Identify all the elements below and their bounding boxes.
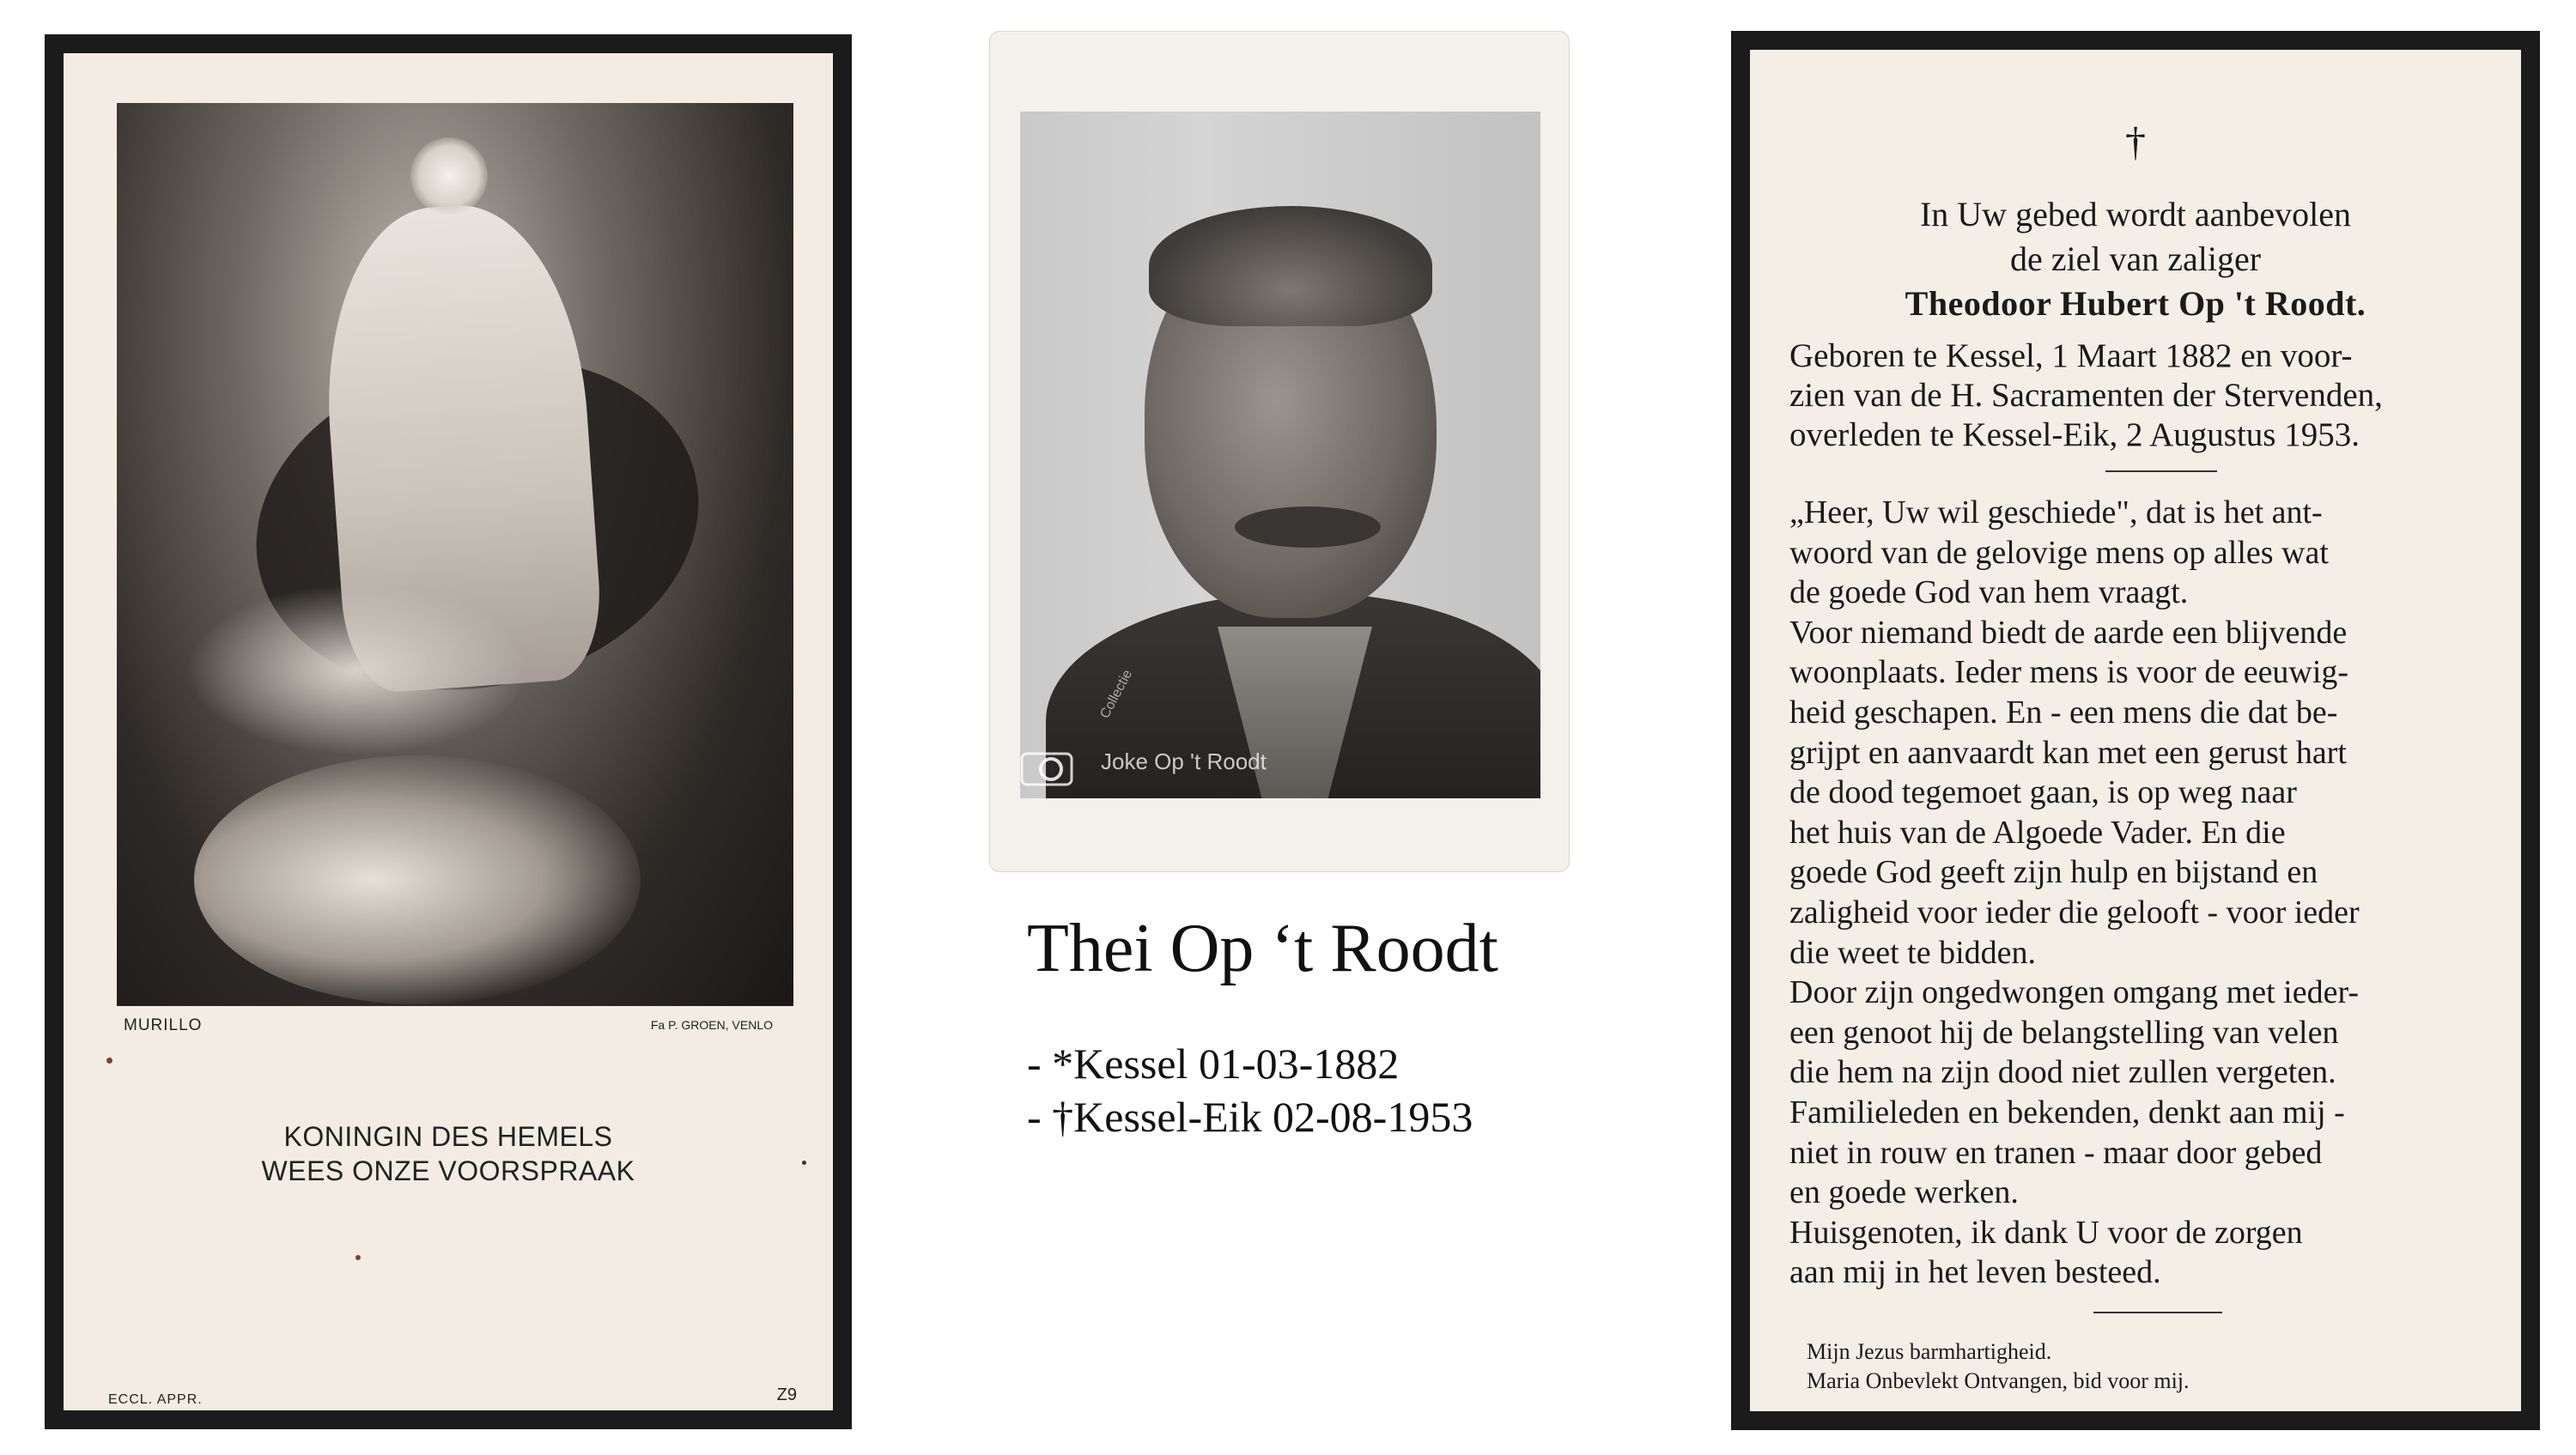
intro-line: In Uw gebed wordt aanbevolen	[1919, 195, 2352, 233]
painter-caption: MURILLO	[124, 1016, 203, 1034]
text-line: een genoot hij de belangstelling van velen	[1789, 1014, 2339, 1051]
painting-halo	[410, 137, 488, 215]
card-title-line1: KONINGIN DES HEMELS	[283, 1121, 613, 1152]
death-line: - †Kessel-Eik 02-08-1953	[1027, 1093, 1473, 1141]
memorial-text	[1750, 493, 2521, 1293]
approval-mark: ECCL. APPR.	[108, 1392, 203, 1407]
text-line: die hem na zijn dood niet zullen vergeten.	[1789, 1054, 2336, 1091]
text-line: „Heer, Uw wil geschiede", dat is het ant-	[1789, 494, 2323, 530]
text-line: zaligheid voor ieder die gelooft - voor ieder	[1789, 894, 2360, 931]
text-line: aan mij in het leven besteed.	[1789, 1254, 2161, 1291]
divider	[2105, 470, 2217, 472]
deceased-full-name: Theodoor Hubert Op 't Roodt.	[1905, 284, 2366, 323]
painting-cloud	[185, 584, 529, 755]
photo-hair	[1149, 206, 1432, 326]
birth-death-details	[1750, 336, 2521, 455]
card-code: Z9	[776, 1385, 797, 1404]
prayer-intro	[1750, 192, 2521, 282]
portrait-photo-card	[989, 31, 1570, 872]
text-line: woonplaats. Ieder mens is voor de eeuwig-	[1789, 654, 2349, 691]
publisher-caption: Fa P. GROEN, VENLO	[650, 1018, 773, 1032]
birth-line: - *Kessel 01-03-1882	[1027, 1040, 1400, 1088]
text-line: goede God geeft zijn hulp en bijstand en	[1789, 854, 2318, 891]
text-line: Door zijn ongedwongen omgang met ieder-	[1789, 974, 2359, 1011]
portrait-photo	[1020, 112, 1540, 798]
closing-prayer	[1750, 1337, 2521, 1396]
stain-spot	[802, 1161, 806, 1165]
card-title-line2: WEES ONZE VOORSPRAAK	[261, 1155, 635, 1186]
stain-spot	[355, 1255, 361, 1260]
details-line: zien van de H. Sacramenten der Stervenden,	[1789, 377, 2383, 414]
text-line: grijpt en aanvaardt kan met een gerust hart	[1789, 734, 2347, 771]
closing-line: Maria Onbevlekt Ontvangen, bid voor mij.	[1807, 1368, 2190, 1393]
text-line: woord van de gelovige mens op alles wat	[1789, 534, 2329, 571]
memorial-card-back	[1731, 31, 2540, 1430]
text-line: en goede werken.	[1789, 1174, 2019, 1211]
text-line: de dood tegemoet gaan, is op weg naar	[1789, 774, 2297, 811]
divider	[2093, 1312, 2222, 1313]
cross-icon: †	[2125, 119, 2146, 165]
painting-cherubs	[194, 755, 641, 1004]
stain-spot	[106, 1058, 112, 1064]
text-line: Huisgenoten, ik dank U voor de zorgen	[1789, 1214, 2303, 1251]
closing-line: Mijn Jezus barmhartigheid.	[1807, 1339, 2052, 1364]
text-line: heid geschapen. En - een mens die dat be-	[1789, 694, 2338, 731]
assumption-painting	[117, 103, 793, 1006]
intro-line: de ziel van zaliger	[2009, 239, 2262, 278]
text-line: niet in rouw en tranen - maar door gebed	[1789, 1134, 2323, 1171]
memorial-card-front	[45, 34, 852, 1429]
details-line: overleden te Kessel-Eik, 2 Augustus 1953.	[1789, 416, 2360, 453]
text-line: die weet te bidden.	[1789, 934, 2037, 971]
details-line: Geboren te Kessel, 1 Maart 1882 en voor-	[1789, 337, 2353, 374]
text-line: de goede God van hem vraagt.	[1789, 574, 2189, 611]
photo-mustache	[1235, 506, 1381, 548]
photo-watermark: Joke Op 't Roodt	[1101, 749, 1267, 774]
photo-watermark-collection: Collectie	[1097, 667, 1136, 721]
text-line: Voor niemand biedt de aarde een blijvende	[1789, 614, 2348, 651]
camera-watermark-icon	[1020, 745, 1073, 788]
text-line: Familieleden en bekenden, denkt aan mij -	[1789, 1094, 2345, 1131]
text-line: het huis van de Algoede Vader. En die	[1789, 814, 2286, 851]
person-name-heading: Thei Op ‘t Roodt	[1027, 911, 1498, 986]
